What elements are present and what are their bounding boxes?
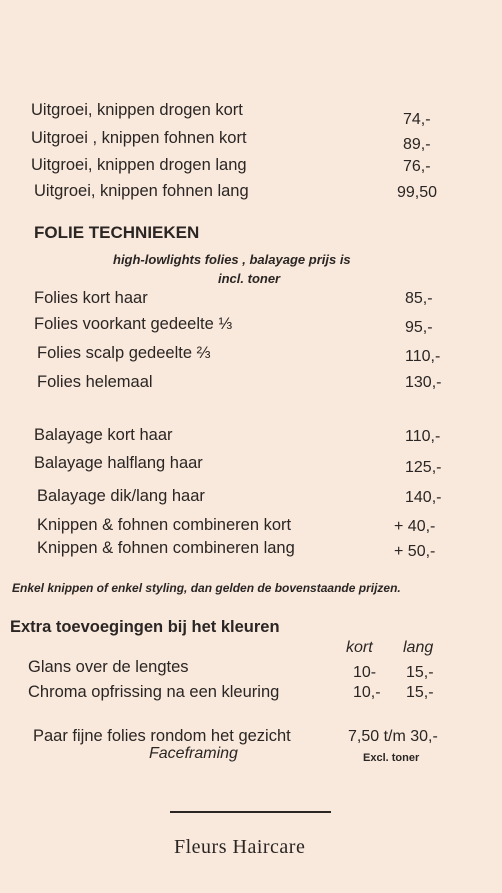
faceframing-sublabel: Faceframing xyxy=(149,745,238,762)
service-price-kort: 10,- xyxy=(353,684,381,701)
service-price: 76,- xyxy=(403,158,431,175)
service-price: + 40,- xyxy=(394,518,436,535)
service-price: 74,- xyxy=(403,111,431,128)
service-label: Balayage halflang haar xyxy=(34,454,203,472)
service-label: Knippen & fohnen combineren kort xyxy=(37,516,292,534)
service-price: 85,- xyxy=(405,290,433,307)
service-label: Balayage dik/lang haar xyxy=(37,487,205,505)
service-price-lang: 15,- xyxy=(406,664,434,681)
section-title-extra: Extra toevoegingen bij het kleuren xyxy=(10,618,280,636)
service-label: Uitgroei, knippen fohnen lang xyxy=(34,182,249,200)
service-price: 95,- xyxy=(405,319,433,336)
service-label: Chroma opfrissing na een kleuring xyxy=(28,683,280,701)
service-label: Uitgroei, knippen drogen lang xyxy=(31,156,247,174)
service-label: Folies kort haar xyxy=(34,289,148,307)
service-label: Uitgroei , knippen fohnen kort xyxy=(31,129,247,147)
service-label: Folies voorkant gedeelte ⅓ xyxy=(34,315,233,333)
excl-toner-note: Excl. toner xyxy=(363,752,420,764)
service-label: Folies scalp gedeelte ⅔ xyxy=(37,344,211,362)
service-price: 110,- xyxy=(405,348,441,365)
service-price: 89,- xyxy=(403,136,431,153)
service-label: Paar fijne folies rondom het gezicht xyxy=(33,727,291,745)
service-price: 99,50 xyxy=(397,184,438,201)
service-label: Balayage kort haar xyxy=(34,426,173,444)
column-header-lang: lang xyxy=(403,639,434,656)
service-label: Folies helemaal xyxy=(37,373,153,391)
service-price: 140,- xyxy=(405,489,442,506)
divider xyxy=(170,811,331,813)
folie-note: high-lowlights folies , balayage prijs is xyxy=(113,252,351,267)
service-price-lang: 15,- xyxy=(406,684,434,701)
service-label: Knippen & fohnen combineren lang xyxy=(37,539,295,557)
service-label: Glans over de lengtes xyxy=(28,658,189,676)
service-price: + 50,- xyxy=(394,543,436,560)
service-price: 130,- xyxy=(405,374,442,391)
service-label: Uitgroei, knippen drogen kort xyxy=(31,101,243,119)
folie-note: incl. toner xyxy=(218,271,281,286)
brand-name: Fleurs Haircare xyxy=(174,836,306,858)
service-price: 125,- xyxy=(405,459,442,476)
service-price: 110,- xyxy=(405,428,441,445)
column-header-kort: kort xyxy=(346,639,373,656)
section-title-folie: FOLIE TECHNIEKEN xyxy=(34,223,200,242)
service-price-kort: 10- xyxy=(353,664,377,681)
service-price: 7,50 t/m 30,- xyxy=(348,728,438,745)
price-notice: Enkel knippen of enkel styling, dan gelden de bovenstaande prijzen. xyxy=(12,581,401,595)
